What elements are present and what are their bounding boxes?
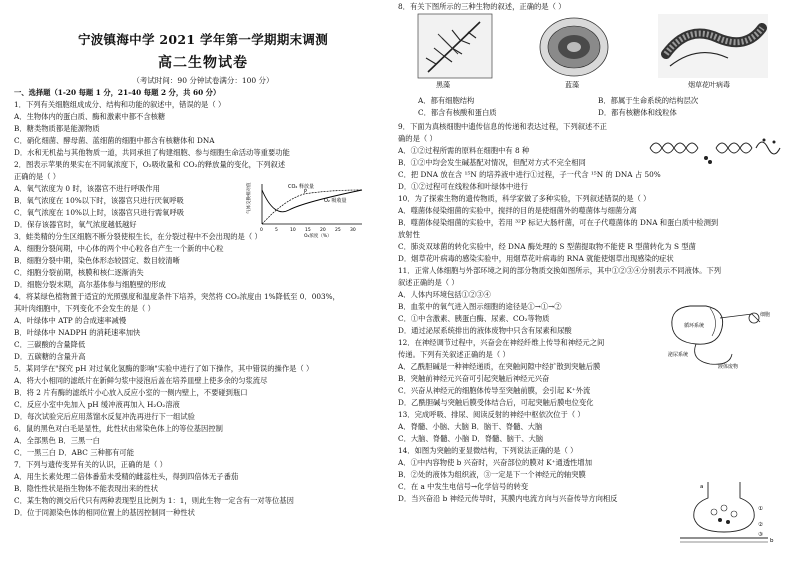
q11-body-fluid-diagram xyxy=(660,302,780,370)
exam-note: （考试时间：90 分钟试卷满分：100 分） xyxy=(132,76,274,85)
question-line: 1．下列有关细胞组成成分、结构和功能的叙述中，错误的是（ ） xyxy=(14,100,226,109)
exam-subtitle: 高二生物试卷 xyxy=(158,55,248,71)
question-line: A．都有细胞结构 xyxy=(418,96,475,105)
question-line: 8．有关下图所示的三种生物的叙述，正确的是（ ） xyxy=(398,2,566,11)
question-line: A．用生长素处理二倍体番茄未受精的雌蕊柱头，得到四倍体无子番茄 xyxy=(14,472,239,481)
q9-transcription-figure xyxy=(646,128,786,168)
question-line: C．把 DNA 放在含 ¹⁵N 的培养液中进行①过程，子一代含 ¹⁵N 的 DNA 占 50% xyxy=(398,170,661,179)
q14-label-3: ③ xyxy=(758,532,763,538)
question-line: C．一黑三白 D．ABC 三种都有可能 xyxy=(14,448,134,457)
question-line: B．噬菌体侵染细菌的实验中，若用 ³²P 标记大肠杆菌，可在子代噬菌体的 DNA 和蛋白质中检测到 xyxy=(398,218,719,227)
question-line: A．乙酰胆碱是一种神经递质，在突触间隙中经扩散到突触后膜 xyxy=(398,362,601,371)
question-line: C．氧气浓度在 10%以上时，该器官只进行需氧呼吸 xyxy=(14,208,185,217)
question-line: D．乙酰胆碱与突触后膜受体结合后，可起突触后膜电位变化 xyxy=(398,398,594,407)
question-line: A．①②过程所需的原料在细胞中有 8 种 xyxy=(398,146,530,155)
question-line: A．生物体内的蛋白质、酶和激素中都不含核糖 xyxy=(14,112,166,121)
question-line: B．都属于生命系统的结构层次 xyxy=(598,96,699,105)
question-line: A．将大小相同的滤纸片在新鲜匀浆中浸泡后盖在培养皿壁上使多余的匀浆流尽 xyxy=(14,376,268,385)
question-line: D．细胞分裂末期，高尔基体参与细胞壁的形成 xyxy=(14,280,166,289)
q14-label-b: b xyxy=(770,538,774,544)
caption-black-algae: 黑藻 xyxy=(436,81,450,89)
black-algae-image xyxy=(418,14,492,78)
question-line: 13．完成呼吸、排尿、阅读反射的神经中枢依次位于（ ） xyxy=(398,410,585,419)
q14-label-a: a xyxy=(700,484,704,490)
question-line: B．血浆中的氧气进入图示细胞的途径是①→①→② xyxy=(398,302,562,311)
question-line: A．人体内环境包括①②③④ xyxy=(398,290,491,299)
question-line: C．在 a 中发生电信号→化学信号的转变 xyxy=(398,482,529,491)
question-line: D．水和无机盐与其他物质一道，共同承担了构建细胞、参与细胞生命活动等重要功能 xyxy=(14,148,290,157)
q2-tick: 15 xyxy=(305,228,311,233)
question-line: 确的是（ ） xyxy=(398,134,437,143)
question-line: 叙述正确的是（ ） xyxy=(398,278,459,287)
question-line: D．通过泌尿系统排出的液体废物中只含有尿素和尿酸 xyxy=(398,326,572,335)
q14-synapse-diagram xyxy=(668,480,780,548)
question-line: B．氧气浓度在 10%以下时，该器官只进行厌氧呼吸 xyxy=(14,196,184,205)
question-line: C．细胞分裂前期，核膜和核仁逐渐消失 xyxy=(14,268,144,277)
question-line: 正确的是（ ） xyxy=(14,172,61,181)
q2-tick: 25 xyxy=(335,228,341,233)
q2-co2-label: CO₂ 释放量 xyxy=(288,184,315,190)
question-line: 5．某同学在"探究 pH 对过氧化氢酶的影响"实验中进行了如下操作，其中错误的操作是（ ） xyxy=(14,364,314,373)
question-line: 3．蛙类精的分生区细胞不断分裂使根生长，在分裂过程中不会出现的是（ ） xyxy=(14,232,262,241)
q2-tick: 0 xyxy=(260,228,263,233)
question-line: 放射性 xyxy=(398,230,420,239)
q2-oxygen-chart xyxy=(244,180,369,238)
q14-label-1: ① xyxy=(758,506,763,512)
question-line: B．叶绿体中 NADPH 的消耗速率加快 xyxy=(14,328,141,337)
question-line: B．将 2 片有酶的滤纸片小心放入反应小室的一侧内壁上，不要碰到瓶口 xyxy=(14,388,248,397)
question-line: D．位于同源染色体的相同位置上的基因控制同一种性状 xyxy=(14,508,195,517)
q2-ylabel: 气体交换相对值 xyxy=(247,182,252,214)
question-line: B．②处的液体为组织液，③一定是下一个神经元的轴突膜 xyxy=(398,470,586,479)
question-line: 6．鼠的黑色对白毛是显性，此性状由常染色体上的等位基因控制 xyxy=(14,424,223,433)
q2-tick: 10 xyxy=(290,228,296,233)
exam-title: 宁波镇海中学 2021 学年第一学期期末调测 xyxy=(77,32,329,47)
question-line: A．全部黑色 B．三黑一白 xyxy=(14,436,100,445)
question-line: B．细胞分裂中期，染色体形态较固定、数目较清晰 xyxy=(14,256,180,265)
q2-xlabel: O₂浓度（%） xyxy=(304,234,332,239)
q2-tick: 5 xyxy=(275,228,278,233)
question-line: 10．为了探索生物的遗传物质，科学家做了多种实验，下列叙述错误的是（ ） xyxy=(398,194,651,203)
question-line: B．①②中均会发生碱基配对情况，但配对方式不完全相同 xyxy=(398,158,586,167)
question-line: D．当兴奋沿 b 神经元传导时，其膜内电流方向与兴奋传导方向相反 xyxy=(398,494,618,503)
question-line: B．糖类物质都是能源物质 xyxy=(14,124,100,133)
question-line: C．都含有核酸和蛋白质 xyxy=(418,108,497,117)
question-line: D．都有核糖体和线粒体 xyxy=(598,108,677,117)
question-line: C．反应小室中先加入 pH 缓冲液再加入 H₂O₂溶液 xyxy=(14,400,180,409)
q11-label-circulation: 循环系统 xyxy=(684,323,705,329)
q11-label-waste: 液体废物 xyxy=(718,364,739,370)
question-line: C．三碳酸的含量降低 xyxy=(14,340,86,349)
blue-algae-image xyxy=(538,16,610,78)
question-line: 4．将某绿色植物置于适宜的光照强度和温度条件下培养，突然将 CO₂浓度由 1%降低至 0．003%， xyxy=(14,292,340,301)
q2-point-label: P xyxy=(304,189,308,195)
q2-tick: 30 xyxy=(350,228,356,233)
question-line: B．隐性性状是指生物体不能表现出来的性状 xyxy=(14,484,159,493)
q11-label-urinary: 泌尿系统 xyxy=(668,352,689,358)
question-line: A．细胞分裂间期，中心体的两个中心粒各自产生一个新的中心粒 xyxy=(14,244,224,253)
question-line: D．每次试验完后应用蒸馏水反复冲洗再进行下一组试验 xyxy=(14,412,195,421)
question-line: 9．下面为真核细胞中遗传信息的传递和表达过程，下列叙述不正 xyxy=(398,122,607,131)
q2-tick: 20 xyxy=(320,228,326,233)
question-line: 传递。下列有关叙述正确的是（ ） xyxy=(398,350,510,359)
question-line: A．①中内容物使 b 兴奋时，兴奋部位的膜对 K⁺通透性增加 xyxy=(398,458,593,467)
question-line: C．肺炎双球菌的转化实验中，经 DNA 酶处理的 S 型菌提取物不能使 R 型菌转化为 S 型菌 xyxy=(398,242,696,251)
question-line: A．叶绿体中 ATP 的合成速率减慢 xyxy=(14,316,127,325)
q11-label-cell: 细胞 xyxy=(760,312,771,318)
section-heading: 一、选择题（1-20 每题 1 分，21-40 每题 2 分，共 60 分） xyxy=(14,88,221,97)
caption-blue-algae: 蓝藻 xyxy=(565,81,579,89)
q8-figures xyxy=(418,14,778,92)
question-line: 7．下列与遗传变异有关的认识，正确的是（ ） xyxy=(14,460,167,469)
question-line: 其叶肉细胞中，下列变化不会发生的是（ ） xyxy=(14,304,155,313)
question-line: B．突触前神经元兴奋可引起突触后神经元兴奋 xyxy=(398,374,550,383)
question-line: C．大脑、脊髓、小脑 D．脊髓、脑干、大脑 xyxy=(398,434,544,443)
question-line: D．保存该器官时，氧气浓度越低越好 xyxy=(14,220,137,229)
question-line: 12．在神经调节过程中，兴奋会在神经纤维上传导和神经元之间 xyxy=(398,338,605,347)
question-line: 11．正常人体细胞与外部环境之间的部分物质交换如图所示，其中①②③④分别表示不同液体。下列 xyxy=(398,266,722,275)
question-line: D．①②过程可在线粒体和叶绿体中进行 xyxy=(398,182,528,191)
q14-label-2: ② xyxy=(758,522,763,528)
question-line: A．脊髓、小脑、大脑 B．脑干、脊髓、大脑 xyxy=(398,422,543,431)
caption-tmv: 烟草花叶病毒 xyxy=(688,81,730,89)
question-line: 14．如图为突触的亚显微结构，下列说法正确的是（ ） xyxy=(398,446,578,455)
question-line: 2．图表示苹果的果实在不同氧浓度下，O₂吸收量和 CO₂的释放量的变化，下列叙述 xyxy=(14,160,286,169)
question-line: C．某生物的测交后代只有两种表现型且比例为 1：1，则此生物一定含有一对等位基因 xyxy=(14,496,294,505)
question-line: C．①中含激素、胰蛋白酶、尿素、CO₂等物质 xyxy=(398,314,550,323)
question-line: A．氧气浓度为 0 时，该器官不进行呼吸作用 xyxy=(14,184,160,193)
question-line: C．兴奋从神经元的细胞体传导至突触前膜，会引起 K⁺外流 xyxy=(398,386,591,395)
question-line: D．烟草花叶病毒的感染实验中，用烟草花叶病毒的 RNA 就能使烟草出现感染的症状 xyxy=(398,254,674,263)
question-line: A．噬菌体侵染细菌的实验中，搅拌的目的是使细菌外的噬菌体与细菌分离 xyxy=(398,206,637,215)
tobacco-mosaic-virus-image xyxy=(658,14,768,78)
question-line: D．五碳糖的含量升高 xyxy=(14,352,86,361)
question-line: C．硝化细菌、酵母菌、蓝细菌的细胞中都含有核糖体和 DNA xyxy=(14,136,215,145)
q2-o2-label: O₂ 吸收量 xyxy=(324,198,347,204)
